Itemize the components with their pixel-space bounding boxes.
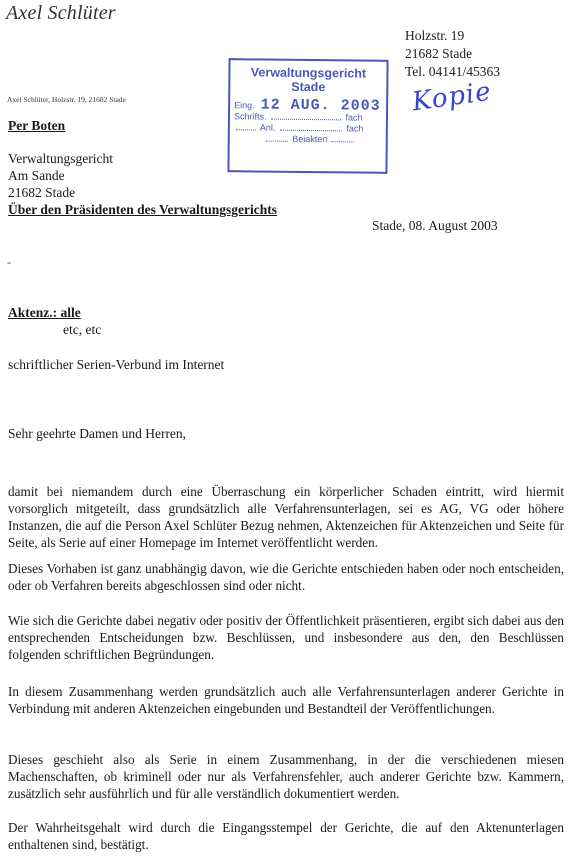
recipient-line-2: Am Sande	[8, 168, 65, 183]
body-paragraph: Dieses geschieht also als Serie in einem Zusammenhang, in der die verschiedenen miesen Machenschaften, ob kriminell oder nur als Verfahrensfehler, auch anderer Gerichte bzw. Kammern, zusätzlich sehr ausführlich und für alle verständlich dokumentiert werden.	[8, 752, 564, 801]
body-paragraph: Dieses Vorhaben ist ganz unabhängig davon, wie die Gerichte entschieden haben oder noch entscheiden, oder ob Verfahren bereits abgeschlossen sind oder nicht.	[8, 561, 564, 593]
body-paragraph: In diesem Zusammenhang werden grundsätzlich auch alle Verfahrensunterlagen anderer Gerichte in Verbindung mit anderen Aktenzeichen eingebunden und Bestandteil der Veröffentlichungen.	[8, 684, 564, 716]
dash-mark: -	[7, 255, 11, 269]
stamp-beiakten-row	[230, 133, 386, 146]
body-paragraph: damit bei niemandem durch eine Überraschung ein körperlicher Schaden eintritt, wird hiermit vorsorglich mitgeteilt, dass grundsätzlich alle Verfahrensunterlagen, sei es AG, VG oder höhere Instanzen, die auf die Person Axel Schlüter Bezug nehmen, Aktenzeichen für Aktenzeichen und Seite für Seite, als Serie auf einer Homepage im Internet veröffentlicht werden.	[8, 484, 564, 550]
reference-block	[8, 304, 101, 338]
stamp-fach-2: fach	[346, 123, 364, 134]
recipient-line-3: 21682 Stade	[8, 185, 76, 200]
sender-name: Axel Schlüter	[6, 2, 116, 24]
salutation: Sehr geehrte Damen und Herren,	[8, 426, 187, 441]
handwritten-kopie: Kopie	[410, 76, 494, 118]
stamp-court: Verwaltungsgericht	[250, 65, 367, 81]
recipient-line-1: Verwaltungsgericht	[8, 151, 113, 166]
return-address: Axel Schlüter, Holzstr. 19, 21682 Stade	[7, 95, 126, 104]
stamp-eing-label: Eing.	[234, 100, 255, 111]
subject-line: schriftlicher Serien-Verbund im Internet	[8, 357, 225, 372]
sender-street: Holzstr. 19	[405, 28, 465, 43]
body-paragraph: Der Wahrheitsgehalt wird durch die Eingangsstempel der Gerichte, die auf den Aktenunterlagen enthaltenen sind, bestätigt.	[8, 820, 564, 852]
stamp-schrifts-label: Schrifts.	[233, 111, 267, 122]
body-paragraph: Wie sich die Gerichte dabei negativ oder positiv der Öffentlichkeit präsentieren, ergibt sich dabei aus den entsprechenden Entscheidungen bzw. Beschlüssen, und insbesondere aus den, den Beschlüssen folgenden schriftlichen Begründungen.	[8, 613, 564, 662]
reference-label: Aktenz.: alle	[8, 305, 81, 320]
letter-date: Stade, 08. August 2003	[372, 218, 498, 233]
sender-phone: Tel. 04141/45363	[405, 64, 501, 79]
stamp-city: Stade	[291, 79, 326, 95]
reference-value: etc, etc	[63, 322, 102, 337]
stamp-beiakten: Beiakten	[292, 133, 328, 145]
stamp-anl-label: Anl.	[259, 122, 276, 133]
recipient-address	[8, 150, 277, 218]
recipient-line-4: Über den Präsidenten des Verwaltungsgerichts	[8, 202, 278, 217]
stamp-fach-1: fach	[345, 112, 363, 123]
delivery-method: Per Boten	[8, 118, 66, 133]
sender-city: 21682 Stade	[405, 46, 473, 61]
sender-address	[405, 27, 500, 81]
stamp-date: 12 AUG. 2003	[260, 96, 381, 115]
